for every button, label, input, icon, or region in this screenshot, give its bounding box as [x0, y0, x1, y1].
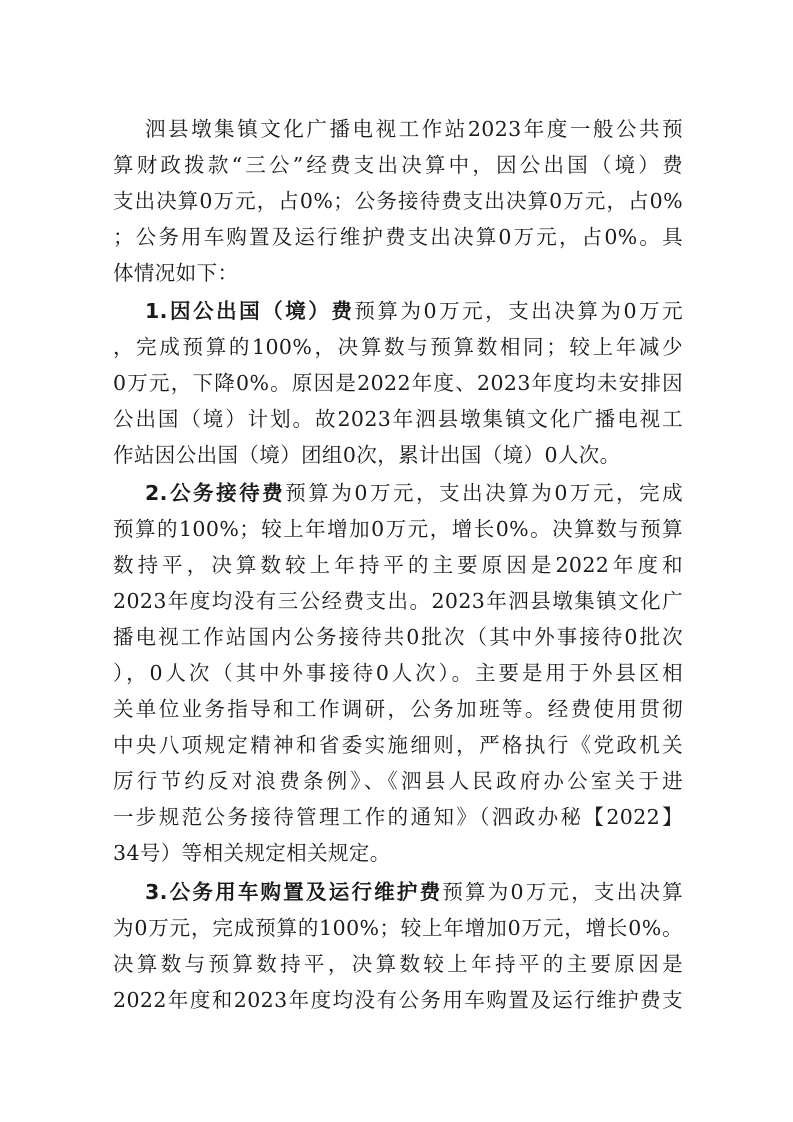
text-run: 预算为0万元，支出决算为0万元，完成	[285, 481, 683, 505]
section-line	[145, 293, 683, 329]
text-line: 0万元，下降0%。原因是2022年度、2023年度均未安排因	[113, 371, 683, 395]
text-run: 预算为0万元，支出决算为0万元	[354, 299, 683, 323]
text-line: 公出国（境）计划。故2023年泗县墩集镇文化广播电视工	[113, 407, 683, 431]
text-line: 关单位业务指导和工作调研，公务加班等。经费使用贯彻	[113, 697, 683, 721]
text-line: 一步规范公务接待管理工作的通知》（泗政办秘【2022】	[113, 805, 683, 829]
section-heading: 3.公务用车购置及运行维护费	[145, 880, 443, 904]
text-line: 为0万元，完成预算的100%；较上年增加0万元，增长0%。	[113, 916, 683, 940]
section-heading: 1.因公出国（境）费	[145, 299, 355, 323]
text-line: 厉行节约反对浪费条例》、《泗县人民政府办公室关于进	[113, 769, 683, 793]
section-line	[145, 475, 683, 511]
text-line: ），0人次（其中外事接待0人次）。主要是用于外县区相	[113, 661, 683, 685]
text-line: 算财政拨款“三公”经费支出决算中，因公出国（境）费	[113, 153, 683, 177]
text-line: 2023年度均没有三公经费支出。2023年泗县墩集镇文化广	[113, 589, 683, 613]
text-line: 数持平，决算数较上年持平的主要原因是2022年度和	[113, 553, 683, 577]
text-line: ，完成预算的100%，决算数与预算数相同；较上年减少	[113, 335, 683, 359]
text-line: ；公务用车购置及运行维护费支出决算0万元，占0%。具	[113, 225, 683, 249]
section-heading: 2.公务接待费	[145, 481, 286, 505]
text-line: 作站因公出国（境）团组0次，累计出国（境）0人次。	[113, 443, 621, 467]
text-line: 34号）等相关规定相关规定。	[113, 841, 391, 865]
text-line: 2022年度和2023年度均没有公务用车购置及运行维护费支	[113, 988, 683, 1012]
text-line: 泗县墩集镇文化广播电视工作站2023年度一般公共预	[145, 117, 683, 141]
text-line: 中央八项规定精神和省委实施细则，严格执行《党政机关	[113, 733, 683, 757]
text-line: 体情况如下：	[113, 261, 239, 285]
section-line	[145, 874, 683, 910]
text-run: 预算为0万元，支出决算	[442, 880, 683, 904]
text-line: 预算的100%；较上年增加0万元，增长0%。决算数与预算	[113, 517, 683, 541]
text-line: 决算数与预算数持平，决算数较上年持平的主要原因是	[113, 952, 683, 976]
text-line: 支出决算0万元，占0%；公务接待费支出决算0万元，占0%	[113, 189, 683, 213]
text-line: 播电视工作站国内公务接待共0批次（其中外事接待0批次	[113, 625, 683, 649]
